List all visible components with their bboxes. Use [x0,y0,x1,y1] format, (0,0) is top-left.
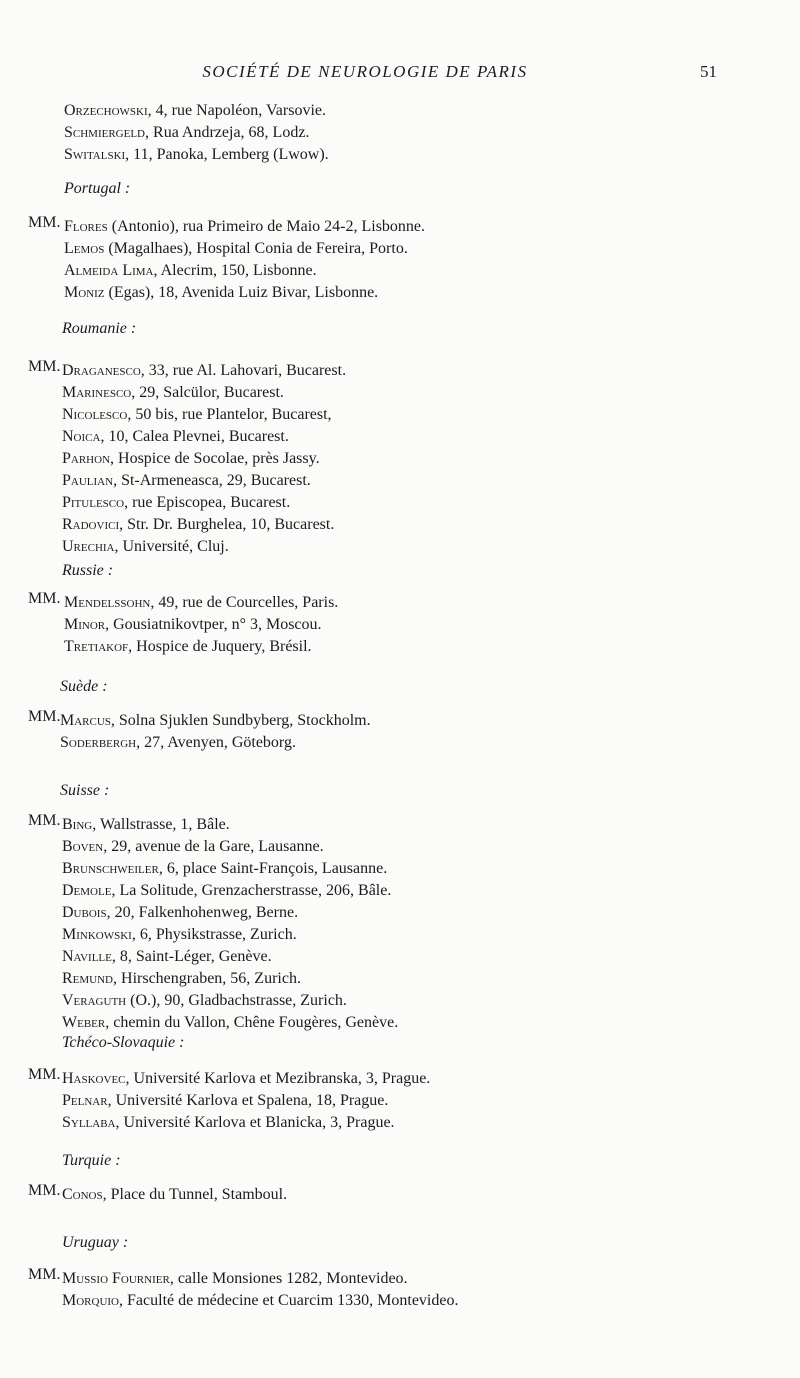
member-name: Flores [64,218,108,235]
member-address: , calle Monsiones 1282, Montevideo. [169,1270,408,1287]
member-address: , Faculté de médecine et Cuarcim 1330, Montevideo. [119,1292,459,1309]
mm-prefix: MM. [28,1266,61,1283]
country-heading: Suède : [60,678,108,695]
country-heading: Suisse : [60,782,110,799]
member-address: , 50 bis, rue Plantelor, Bucarest, [127,406,332,423]
country-heading: Russie : [62,562,114,579]
member-name: Pelnar [62,1092,108,1109]
member-entry [62,362,346,380]
member-entry [64,594,338,612]
member-address: , chemin du Vallon, Chêne Fougères, Genève. [105,1014,399,1031]
member-entry [64,262,317,280]
member-name: Boven [62,838,104,855]
mm-prefix: MM. [28,812,61,829]
member-entry [62,516,334,534]
member-address: , Université Karlova et Spalena, 18, Prague. [107,1092,389,1109]
member-entry [62,860,387,878]
member-entry [64,146,329,164]
member-address: , rue Episcopea, Bucarest. [124,494,291,511]
member-entry [62,992,347,1010]
member-entry [62,384,284,402]
member-address: (Magalhaes), Hospital Conia de Fereira, Porto. [104,240,408,257]
member-entry [64,102,326,120]
mm-prefix: MM. [28,708,61,725]
member-entry [62,450,320,468]
member-address: , Université Karlova et Blanicka, 3, Prague. [115,1114,395,1131]
member-name: Demole [62,882,112,899]
member-name: Radovici [62,516,120,533]
country-heading: Tchéco-Slovaquie : [62,1034,185,1051]
member-address: (O.), 90, Gladbachstrasse, Zurich. [126,992,347,1009]
member-entry [62,948,272,966]
member-address: , Solna Sjuklen Sundbyberg, Stockholm. [110,712,371,729]
member-address: , Gousiatnikovtper, n° 3, Moscou. [105,616,322,633]
member-entry [60,734,296,752]
page-number: 51 [700,62,717,81]
member-name: Paulian [62,472,114,489]
member-address: , 27, Avenyen, Göteborg. [136,734,296,751]
member-address: , Hospice de Socolae, près Jassy. [110,450,320,467]
member-entry [64,218,425,236]
member-name: Schmiergeld [64,124,146,141]
member-name: Draganesco [62,362,141,379]
member-entry [60,712,371,730]
member-address: , St-Armeneasca, 29, Bucarest. [113,472,311,489]
member-address: , 6, Physikstrasse, Zurich. [131,926,297,943]
mm-prefix: MM. [28,358,61,375]
member-address: , Rua Andrzeja, 68, Lodz. [145,124,310,141]
member-address: , Str. Dr. Burghelea, 10, Bucarest. [119,516,335,533]
member-entry [62,472,311,490]
member-name: Marinesco [62,384,132,401]
country-heading: Roumanie : [62,320,137,337]
mm-prefix: MM. [28,214,61,231]
member-entry [62,1186,287,1204]
country-heading: Turquie : [62,1152,121,1169]
member-entry [62,904,298,922]
member-entry [62,816,230,834]
member-address: , Hirschengraben, 56, Zurich. [113,970,301,987]
member-name: Parhon [62,450,111,467]
member-name: Tretiakof [64,638,129,655]
member-entry [62,428,289,446]
member-name: Switalski [64,146,126,163]
member-entry [62,494,290,512]
member-address: , La Solitude, Grenzacherstrasse, 206, Bâle. [111,882,392,899]
mm-prefix: MM. [28,1066,61,1083]
member-entry [62,970,301,988]
mm-prefix: MM. [28,590,61,607]
member-name: Morquio [62,1292,120,1309]
member-name: Veraguth [62,992,127,1009]
member-name: Marcus [60,712,111,729]
member-entry [62,1070,430,1088]
member-name: Moniz [64,284,105,301]
member-entry [64,284,378,302]
country-heading: Uruguay : [62,1234,129,1251]
member-entry [64,240,408,258]
member-name: Haskovec [62,1070,126,1087]
member-address: , Alecrim, 150, Lisbonne. [153,262,317,279]
member-address: , Wallstrasse, 1, Bâle. [92,816,230,833]
member-entry [62,1270,408,1288]
member-name: Noica [62,428,101,445]
member-address: , Place du Tunnel, Stamboul. [102,1186,288,1203]
member-name: Syllaba [62,1114,116,1131]
member-name: Almeida Lima [64,262,154,279]
member-entry [62,926,297,944]
member-address: , 20, Falkenhohenweg, Berne. [106,904,299,921]
member-entry [62,538,229,556]
member-address: , 49, rue de Courcelles, Paris. [150,594,339,611]
member-address: (Antonio), rua Primeiro de Maio 24-2, Lisbonne. [107,218,426,235]
member-address: , 33, rue Al. Lahovari, Bucarest. [140,362,347,379]
running-header-title: SOCIÉTÉ DE NEUROLOGIE DE PARIS [202,62,528,81]
member-name: Nicolesco [62,406,128,423]
mm-prefix: MM. [28,1182,61,1199]
member-entry [62,1092,388,1110]
member-address: (Egas), 18, Avenida Luiz Bivar, Lisbonne. [104,284,379,301]
member-name: Urechia [62,538,115,555]
member-entry [64,124,309,142]
member-entry [62,838,324,856]
member-entry [64,616,322,634]
member-name: Minor [64,616,106,633]
member-name: Minkowski [62,926,132,943]
member-address: , 11, Panoka, Lemberg (Lwow). [125,146,329,163]
member-entry [62,1114,395,1132]
member-name: Naville [62,948,112,965]
member-name: Bing [62,816,93,833]
member-entry [62,406,332,424]
member-name: Remund [62,970,114,987]
member-name: Orzechowski [64,102,148,119]
member-address: , 6, place Saint-François, Lausanne. [158,860,388,877]
member-name: Mussio Fournier [62,1270,170,1287]
member-address: , Université, Cluj. [114,538,229,555]
member-address: , 8, Saint-Léger, Genève. [111,948,272,965]
member-entry [64,638,312,656]
member-address: , 4, rue Napoléon, Varsovie. [147,102,326,119]
member-address: , 29, Salcülor, Bucarest. [131,384,284,401]
member-name: Soderbergh [60,734,137,751]
member-address: , Université Karlova et Mezibranska, 3, Prague. [125,1070,431,1087]
member-entry [62,1292,458,1310]
member-address: , Hospice de Juquery, Brésil. [128,638,312,655]
member-name: Mendelssohn [64,594,151,611]
member-address: , 10, Calea Plevnei, Bucarest. [100,428,289,445]
member-name: Weber [62,1014,106,1031]
member-entry [62,1014,398,1032]
member-name: Pitulesco [62,494,125,511]
member-address: , 29, avenue de la Gare, Lausanne. [103,838,324,855]
member-name: Brunschweiler [62,860,159,877]
member-name: Lemos [64,240,105,257]
country-heading: Portugal : [64,180,131,197]
member-name: Conos [62,1186,103,1203]
member-entry [62,882,391,900]
member-name: Dubois [62,904,107,921]
